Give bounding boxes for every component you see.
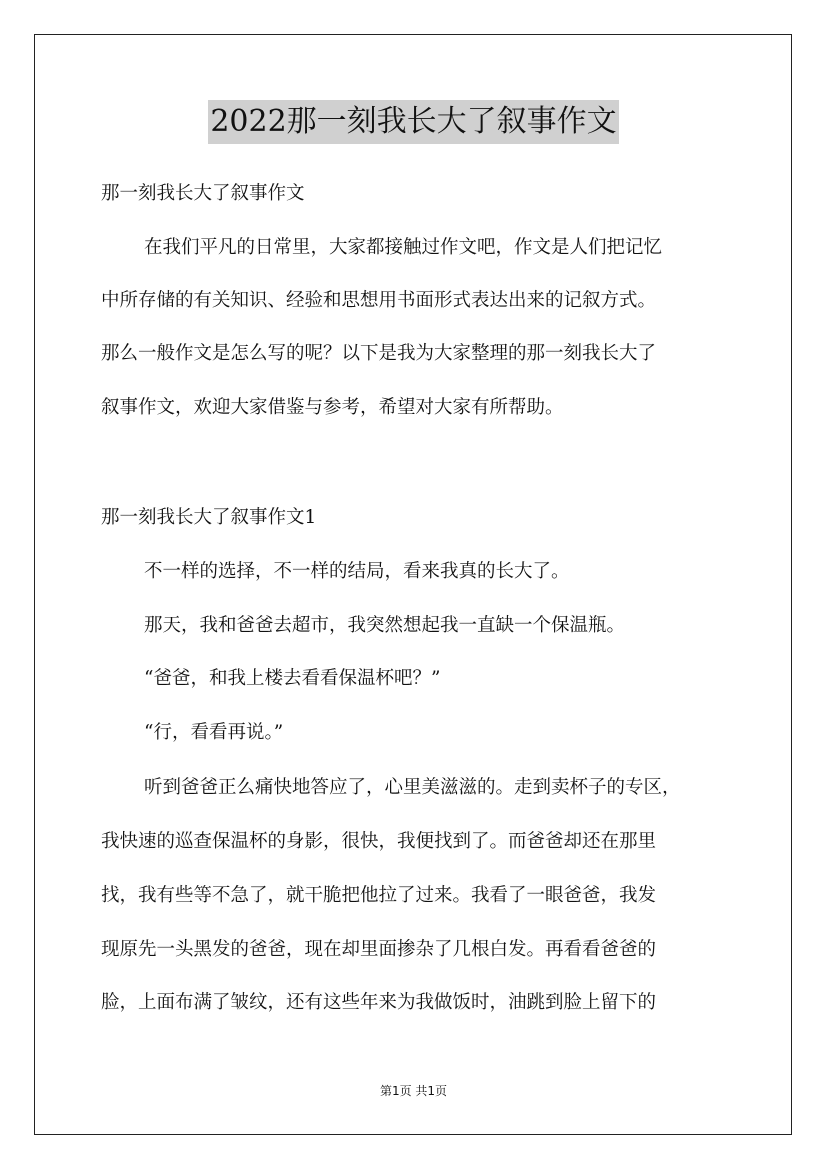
paragraph-line: 那么一般作文是怎么写的呢？以下是我为大家整理的那一刻我长大了: [101, 343, 657, 364]
paragraph-line: 中所存储的有关知识、经验和思想用书面形式表达出来的记叙方式。: [101, 290, 657, 311]
document-title: 2022那一刻我长大了叙事作文: [208, 100, 618, 144]
title-container: [0, 100, 827, 144]
page-number: 第1页 共1页: [379, 1084, 448, 1098]
paragraph-line: 叙事作文，欢迎大家借鉴与参考，希望对大家有所帮助。: [101, 397, 564, 418]
paragraph-line: 不一样的选择，不一样的结局，看来我真的长大了。: [144, 561, 570, 582]
paragraph-line: 在我们平凡的日常里，大家都接触过作文吧，作文是人们把记忆: [144, 237, 663, 258]
paragraph-line: “爸爸，和我上楼去看看保温杯吧？”: [144, 668, 441, 689]
paragraph-line: 找，我有些等不急了，就干脆把他拉了过来。我看了一眼爸爸，我发: [101, 885, 657, 906]
section-heading: 那一刻我长大了叙事作文1: [101, 507, 317, 528]
paragraph-line: 那天，我和爸爸去超市，我突然想起我一直缺一个保温瓶。: [144, 615, 626, 636]
page-footer: [0, 1083, 827, 1099]
paragraph-line: 我快速的巡查保温杯的身影，很快，我便找到了。而爸爸却还在那里: [101, 831, 657, 852]
paragraph-line: 脸，上面布满了皱纹，还有这些年来为我做饭时，油跳到脸上留下的: [101, 992, 657, 1013]
section-heading: 那一刻我长大了叙事作文: [101, 183, 305, 204]
paragraph-line: “行，看看再说。”: [144, 722, 284, 743]
paragraph-line: 听到爸爸正么痛快地答应了，心里美滋滋的。走到卖杯子的专区，: [144, 777, 681, 798]
paragraph-line: 现原先一头黑发的爸爸，现在却里面掺杂了几根白发。再看看爸爸的: [101, 939, 657, 960]
